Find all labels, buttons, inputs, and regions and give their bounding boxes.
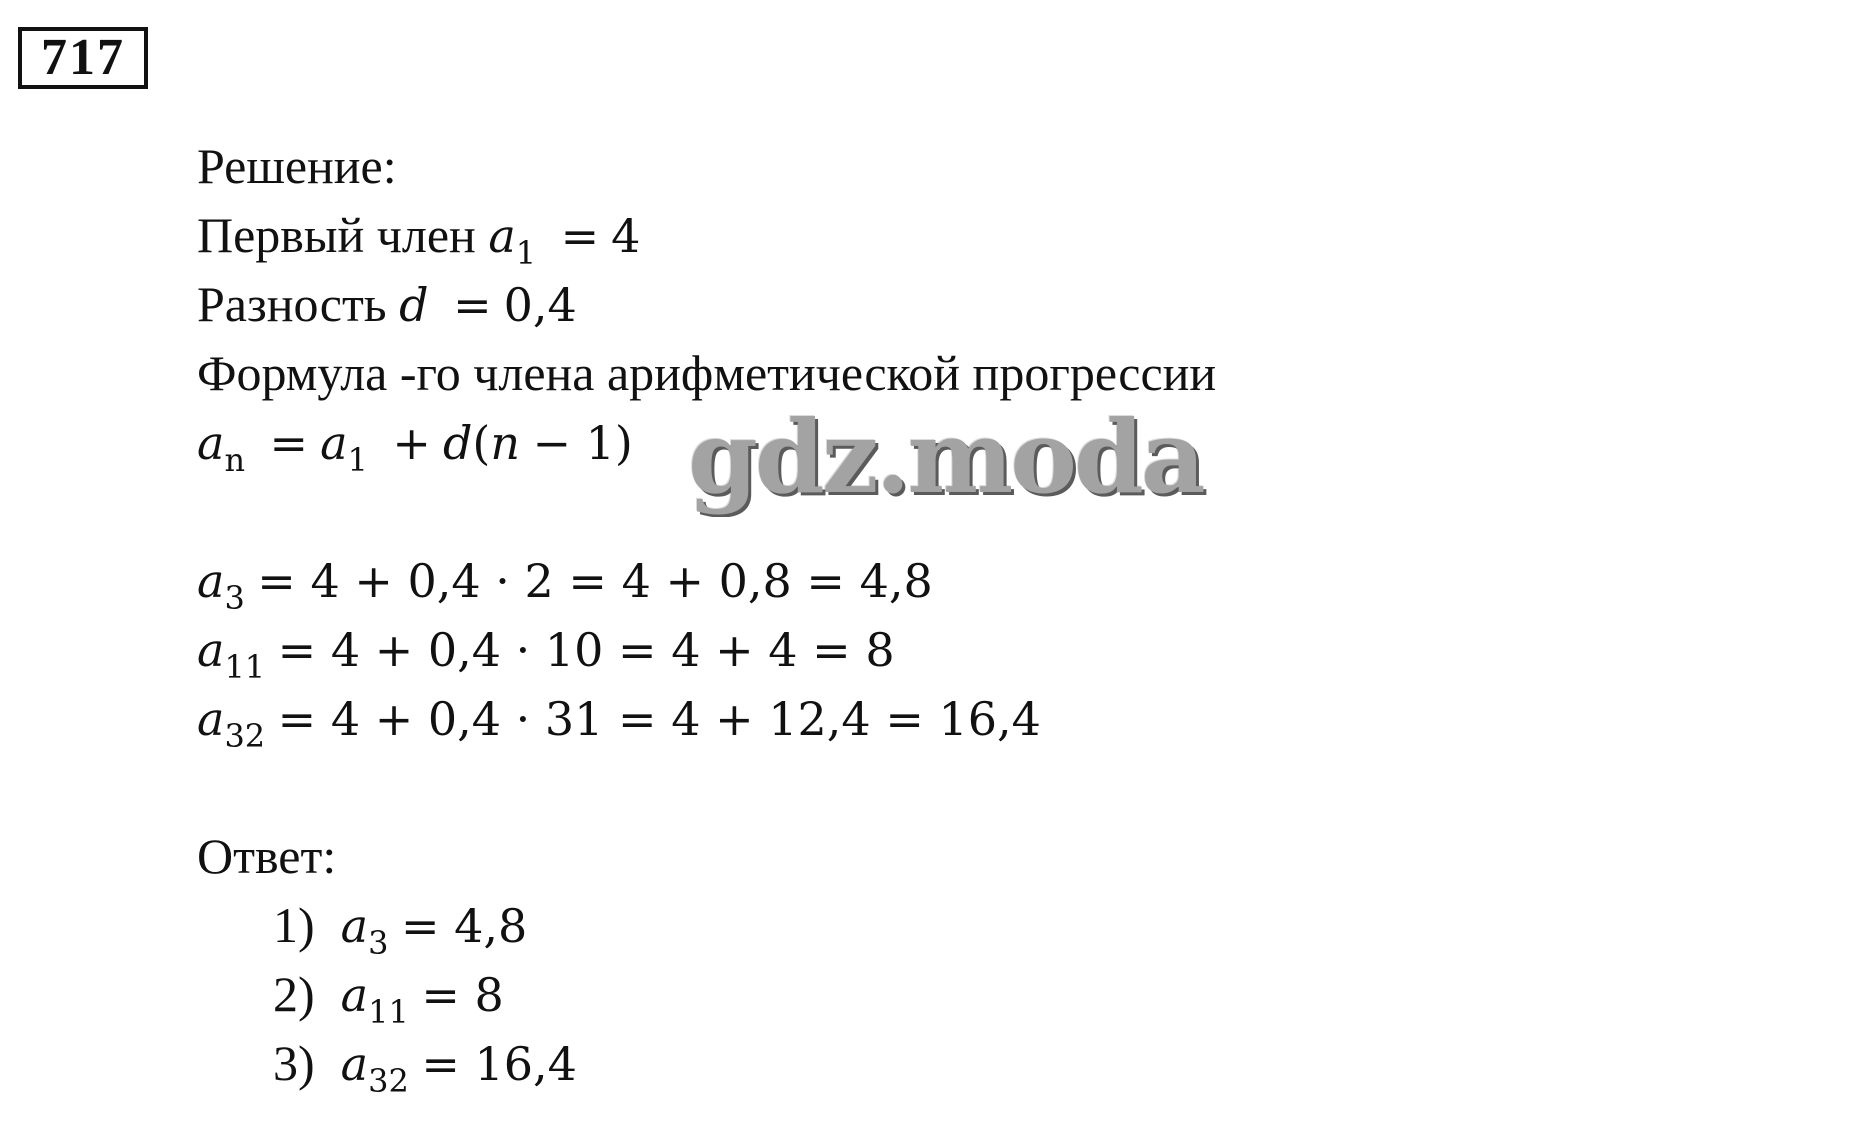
calc-expr: = 4 + 0,4 · 2 = 4 + 0,8 = 4,8 bbox=[257, 554, 933, 608]
answer-item bbox=[197, 1029, 1216, 1098]
answer-sub: 3 bbox=[368, 924, 389, 962]
difference-line bbox=[197, 270, 1216, 339]
problem-number: 717 bbox=[41, 29, 125, 86]
formula-rhs-a: a bbox=[320, 416, 348, 470]
formula-tail: − 1) bbox=[532, 416, 633, 470]
answer-label: Ответ: bbox=[197, 828, 337, 884]
answer-sub: 11 bbox=[368, 993, 409, 1031]
answer-value: = 16,4 bbox=[421, 1037, 577, 1091]
calc-sub: 3 bbox=[224, 579, 245, 617]
answer-number: 2) bbox=[273, 966, 315, 1022]
calc-sub: 11 bbox=[224, 648, 266, 686]
calc-var: a bbox=[197, 623, 225, 677]
answer-var: a bbox=[340, 968, 369, 1022]
answer-heading bbox=[197, 822, 1216, 891]
solution-block bbox=[197, 132, 1216, 1098]
calc-var: a bbox=[197, 692, 225, 746]
answer-item bbox=[197, 960, 1216, 1029]
formula-lhs-var: a bbox=[197, 416, 225, 470]
formula-lhs-sub: n bbox=[224, 441, 246, 479]
first-term-label: Первый член bbox=[197, 207, 476, 263]
answer-var: a bbox=[340, 1037, 369, 1091]
formula-rhs-a-sub: 1 bbox=[347, 441, 368, 479]
calculation-line bbox=[197, 615, 1216, 684]
difference-label: Разность bbox=[197, 276, 387, 332]
calc-var: a bbox=[197, 554, 225, 608]
plus-sign: + bbox=[392, 416, 431, 470]
difference-value: 0,4 bbox=[503, 278, 577, 332]
solution-heading bbox=[197, 132, 1216, 201]
solution-label: Решение: bbox=[197, 138, 397, 194]
first-term-value: 4 bbox=[611, 209, 641, 263]
answer-var: a bbox=[340, 899, 369, 953]
watermark-logo: gdz.moda bbox=[688, 398, 1203, 516]
problem-number-box bbox=[18, 27, 148, 89]
first-term-line bbox=[197, 201, 1216, 270]
calc-sub: 32 bbox=[224, 717, 266, 755]
answer-number: 3) bbox=[273, 1035, 315, 1091]
calc-expr: = 4 + 0,4 · 31 = 4 + 12,4 = 16,4 bbox=[277, 692, 1041, 746]
spacer bbox=[197, 753, 1216, 822]
first-term-sub: 1 bbox=[515, 234, 537, 272]
answer-item bbox=[197, 891, 1216, 960]
calculation-line bbox=[197, 684, 1216, 753]
calc-expr: = 4 + 0,4 · 10 = 4 + 4 = 8 bbox=[277, 623, 895, 677]
calculation-line bbox=[197, 546, 1216, 615]
answer-sub: 32 bbox=[368, 1062, 409, 1100]
equals-sign: = bbox=[269, 416, 309, 470]
first-term-var: a bbox=[488, 209, 516, 263]
difference-var: d bbox=[399, 278, 429, 332]
equals-sign: = bbox=[560, 209, 600, 263]
answer-value: = 8 bbox=[421, 968, 504, 1022]
answer-number: 1) bbox=[273, 897, 315, 953]
equals-sign: = bbox=[453, 278, 492, 332]
formula-rhs-d: d bbox=[442, 416, 473, 470]
answer-value: = 4,8 bbox=[400, 899, 528, 953]
formula-label: Формула -го члена арифметической прогрессии bbox=[197, 345, 1217, 401]
formula-paren: ( bbox=[472, 416, 491, 470]
formula-rhs-n: n bbox=[490, 416, 520, 470]
